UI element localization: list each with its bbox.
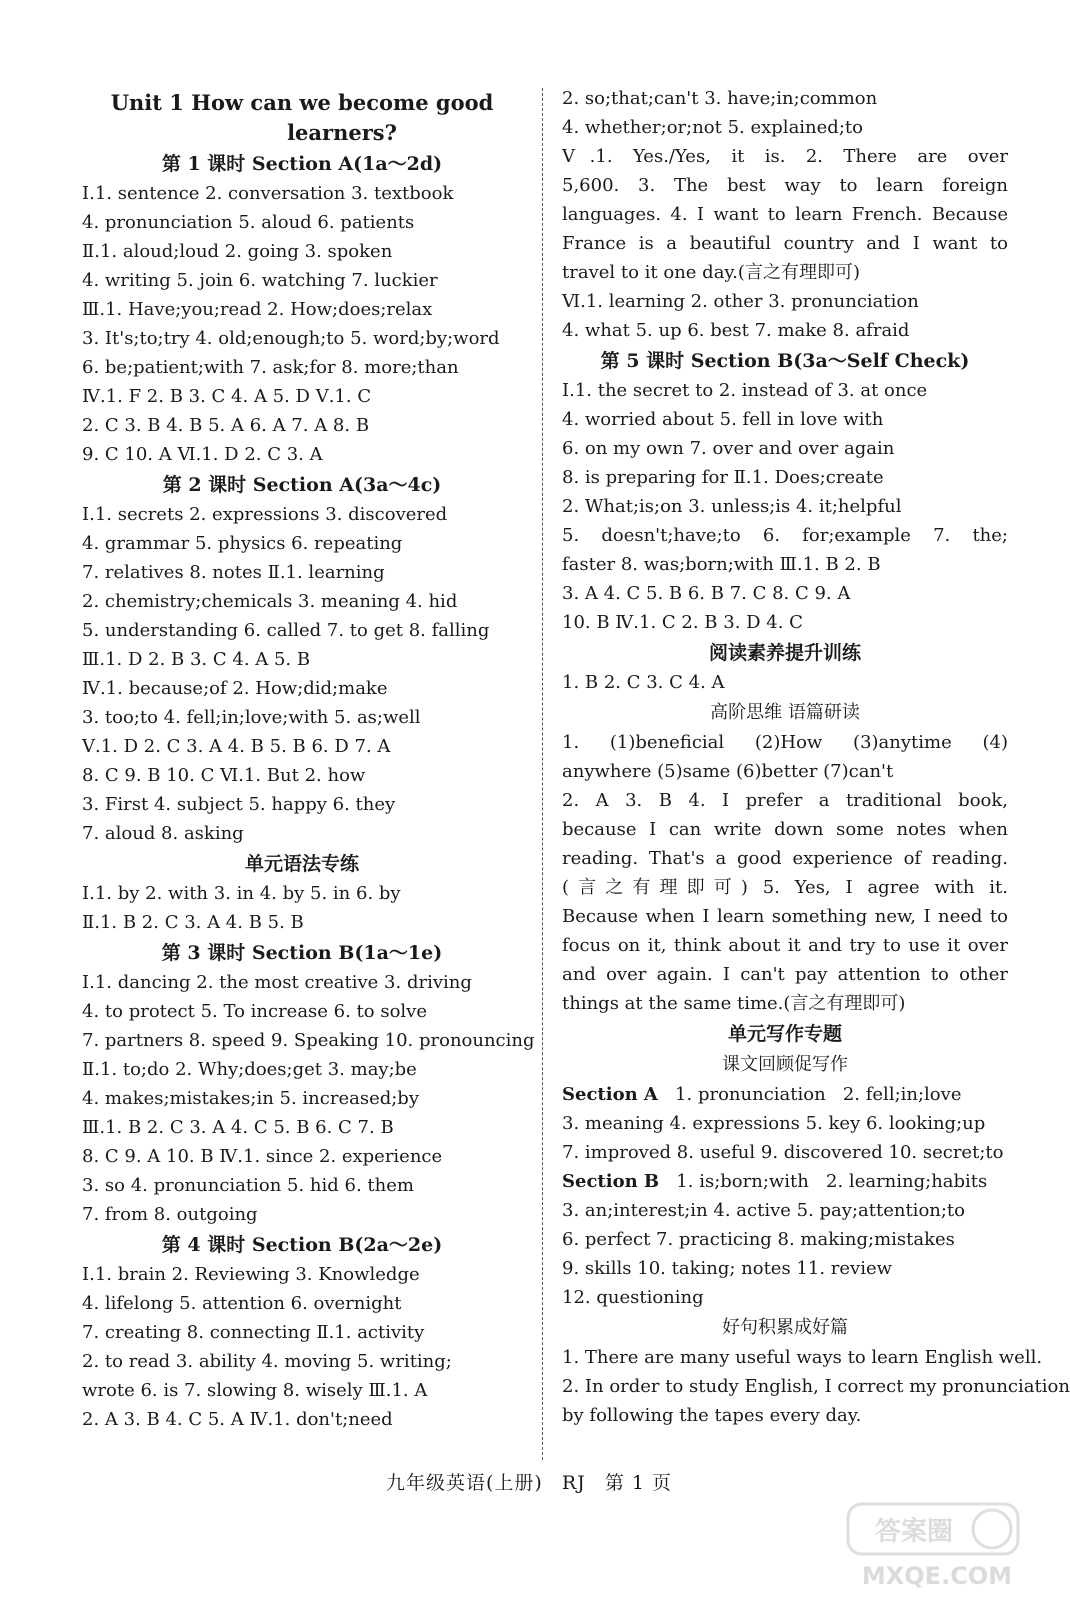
- answer-line: faster 8. was;born;with Ⅲ.1. B 2. B: [562, 554, 881, 575]
- answer-line: Ⅵ.1. learning 2. other 3. pronunciation: [562, 291, 919, 312]
- watermark-logo: [842, 1500, 1032, 1592]
- answer-line: anywhere (5)same (6)better (7)can't: [562, 761, 894, 782]
- answer-line: travel to it one day.(言之有理即可): [562, 262, 860, 283]
- answer-line: 7. relatives 8. notes Ⅱ.1. learning: [82, 562, 385, 583]
- answer-line: 4. writing 5. join 6. watching 7. luckier: [82, 270, 438, 291]
- column-divider: [542, 88, 543, 1460]
- answer-line: Ⅲ.1. Have;you;read 2. How;does;relax: [82, 299, 433, 320]
- answer-line: 6. perfect 7. practicing 8. making;mistakes: [562, 1229, 955, 1250]
- answer-line: 1. There are many useful ways to learn English well.: [562, 1347, 1043, 1368]
- answer-line: 4. worried about 5. fell in love with: [562, 409, 884, 430]
- answer-line: 3. an;interest;in 4. active 5. pay;attention;to: [562, 1200, 966, 1221]
- answer-line: 3. too;to 4. fell;in;love;with 5. as;well: [82, 707, 421, 728]
- footer-edition: RJ: [561, 1472, 586, 1494]
- section-label: Section B: [562, 1171, 660, 1192]
- answer-line: focus on it, think about it and try to use it over: [562, 935, 1008, 956]
- answer-line: reading. That's a good experience of reading.: [562, 848, 1008, 869]
- left-column: [82, 84, 535, 1434]
- answer-line: 1. (1)beneficial (2)How (3)anytime (4): [562, 732, 1008, 753]
- answer-line: 2. C 3. B 4. B 5. A 6. A 7. A 8. B: [82, 415, 370, 436]
- answer-line: Ⅱ.1. B 2. C 3. A 4. B 5. B: [82, 912, 304, 933]
- answer-line: 6. be;patient;with 7. ask;for 8. more;than: [82, 357, 459, 378]
- answer-line: 12. questioning: [562, 1287, 704, 1308]
- answer-line: France is a beautiful country and I want to: [562, 233, 1008, 254]
- answer-line: Ⅰ.1. brain 2. Reviewing 3. Knowledge: [82, 1264, 420, 1285]
- answer-line: Ⅲ.1. D 2. B 3. C 4. A 5. B: [82, 649, 311, 670]
- answer-line: 7. aloud 8. asking: [82, 823, 244, 844]
- answer-line: 4. whether;or;not 5. explained;to: [562, 117, 863, 138]
- section-heading: 课文回顾促写作: [722, 1054, 848, 1075]
- answer-line: 5,600. 3. The best way to learn foreign: [562, 175, 1008, 196]
- answer-line: Ⅰ.1. the secret to 2. instead of 3. at once: [562, 380, 928, 401]
- answer-line: wrote 6. is 7. slowing 8. wisely Ⅲ.1. A: [82, 1380, 428, 1401]
- answer-line: 2. A 3. B 4. C 5. A Ⅳ.1. don't;need: [82, 1409, 393, 1430]
- answer-line: 9. C 10. A Ⅵ.1. D 2. C 3. A: [82, 444, 323, 465]
- left-answer-list: [82, 148, 535, 1434]
- answer-line: 7. partners 8. speed 9. Speaking 10. pronouncing: [82, 1030, 535, 1051]
- section-heading: 高阶思维 语篇研读: [710, 702, 860, 723]
- answer-line: Ⅰ.1. dancing 2. the most creative 3. driving: [82, 972, 472, 993]
- answer-line: 5. doesn't;have;to 6. for;example 7. the;: [562, 525, 1008, 546]
- answer-line: 3. meaning 4. expressions 5. key 6. looking;up: [562, 1113, 986, 1134]
- unit-title-line-2: learners?: [287, 120, 397, 145]
- answer-line: 3. so 4. pronunciation 5. hid 6. them: [82, 1175, 414, 1196]
- answer-line: 3. A 4. C 5. B 6. B 7. C 8. C 9. A: [562, 583, 851, 604]
- section-heading: 单元语法专练: [244, 853, 359, 875]
- section-heading: 第 5 课时 Section B(3a～Self Check): [600, 350, 970, 372]
- answer-line: 7. improved 8. useful 9. discovered 10. secret;to: [562, 1142, 1004, 1163]
- watermark-site-text: MXQE.COM: [861, 1562, 1013, 1590]
- answer-line: 2. A 3. B 4. I prefer a traditional book,: [562, 790, 1008, 811]
- answer-line: 4. makes;mistakes;in 5. increased;by: [82, 1088, 419, 1109]
- answer-line: 3. First 4. subject 5. happy 6. they: [82, 794, 396, 815]
- answer-line: by following the tapes every day.: [562, 1405, 862, 1426]
- answer-line: 4. lifelong 5. attention 6. overnight: [82, 1293, 402, 1314]
- answer-line: Ⅲ.1. B 2. C 3. A 4. C 5. B 6. C 7. B: [82, 1117, 394, 1138]
- watermark-logo-text: 答案圈: [874, 1517, 954, 1547]
- right-column: [562, 84, 1070, 1430]
- section-heading: 第 4 课时 Section B(2a～2e): [161, 1234, 443, 1256]
- answer-line: [562, 1167, 1008, 1196]
- answer-line: 2. In order to study English, I correct my pronunciation: [562, 1376, 1070, 1397]
- answer-line: 2. chemistry;chemicals 3. meaning 4. hid: [82, 591, 458, 612]
- answer-line: Ⅱ.1. aloud;loud 2. going 3. spoken: [82, 241, 393, 262]
- answer-text: 1. pronunciation 2. fell;in;love: [657, 1084, 962, 1105]
- answer-line: Ⅱ.1. to;do 2. Why;does;get 3. may;be: [82, 1059, 417, 1080]
- section-heading: 第 1 课时 Section A(1a～2d): [161, 153, 443, 175]
- answer-line: (言之有理即可) 5. Yes, I agree with it.: [562, 877, 1008, 898]
- answer-line: 8. is preparing for Ⅱ.1. Does;create: [562, 467, 884, 488]
- section-label: Section A: [562, 1084, 658, 1105]
- unit-title: [82, 88, 522, 148]
- answer-line: Ⅰ.1. by 2. with 3. in 4. by 5. in 6. by: [82, 883, 401, 904]
- section-heading: 好句积累成好篇: [722, 1317, 848, 1338]
- answer-line: 4. what 5. up 6. best 7. make 8. afraid: [562, 320, 910, 341]
- answer-line: languages. 4. I want to learn French. Because: [562, 204, 1008, 225]
- answer-text: 1. is;born;with 2. learning;habits: [659, 1171, 988, 1192]
- answer-line: 8. C 9. B 10. C Ⅵ.1. But 2. how: [82, 765, 366, 786]
- footer-page-number: 第 1 页: [604, 1472, 673, 1494]
- answer-line: and over again. I can't pay attention to other: [562, 964, 1008, 985]
- answer-line: [562, 1080, 1008, 1109]
- unit-title-line-1: Unit 1 How can we become good: [110, 90, 494, 115]
- answer-line: Because when I learn something new, I need to: [562, 906, 1008, 927]
- answer-line: Ⅰ.1. secrets 2. expressions 3. discovered: [82, 504, 448, 525]
- answer-line: Ⅳ.1. because;of 2. How;did;make: [82, 678, 388, 699]
- answer-line: 2. so;that;can't 3. have;in;common: [562, 88, 878, 109]
- footer-grade: 九年级英语(上册): [385, 1472, 543, 1494]
- answer-line: 4. grammar 5. physics 6. repeating: [82, 533, 403, 554]
- section-heading: 阅读素养提升训练: [708, 642, 861, 664]
- answer-line: 4. pronunciation 5. aloud 6. patients: [82, 212, 415, 233]
- answer-line: 5. understanding 6. called 7. to get 8. falling: [82, 620, 490, 641]
- answer-line: Ⅴ.1. D 2. C 3. A 4. B 5. B 6. D 7. A: [82, 736, 391, 757]
- answer-line: Ⅰ.1. sentence 2. conversation 3. textbook: [82, 183, 454, 204]
- answer-line: 3. It's;to;try 4. old;enough;to 5. word;by;word: [82, 328, 500, 349]
- answer-line: 2. What;is;on 3. unless;is 4. it;helpful: [562, 496, 902, 517]
- answer-line: things at the same time.(言之有理即可): [562, 993, 906, 1014]
- answer-line: 9. skills 10. taking; notes 11. review: [562, 1258, 893, 1279]
- page-footer: [0, 1468, 1058, 1495]
- answer-line: 1. B 2. C 3. C 4. A: [562, 672, 725, 693]
- section-heading: 单元写作专题: [727, 1023, 842, 1045]
- right-answer-list: [562, 84, 1070, 1430]
- answer-line: Ⅴ.1. Yes./Yes, it is. 2. There are over: [562, 146, 1008, 167]
- answer-line: 6. on my own 7. over and over again: [562, 438, 895, 459]
- answer-line: 2. to read 3. ability 4. moving 5. writing;: [82, 1351, 452, 1372]
- section-heading: 第 3 课时 Section B(1a～1e): [161, 942, 443, 964]
- answer-line: 7. from 8. outgoing: [82, 1204, 258, 1225]
- answer-line: because I can write down some notes when: [562, 819, 1008, 840]
- answer-line: Ⅳ.1. F 2. B 3. C 4. A 5. D Ⅴ.1. C: [82, 386, 372, 407]
- answer-line: 10. B Ⅳ.1. C 2. B 3. D 4. C: [562, 612, 803, 633]
- answer-line: 7. creating 8. connecting Ⅱ.1. activity: [82, 1322, 425, 1343]
- answer-line: 8. C 9. A 10. B Ⅳ.1. since 2. experience: [82, 1146, 443, 1167]
- section-heading: 第 2 课时 Section A(3a～4c): [162, 474, 442, 496]
- answer-line: 4. to protect 5. To increase 6. to solve: [82, 1001, 428, 1022]
